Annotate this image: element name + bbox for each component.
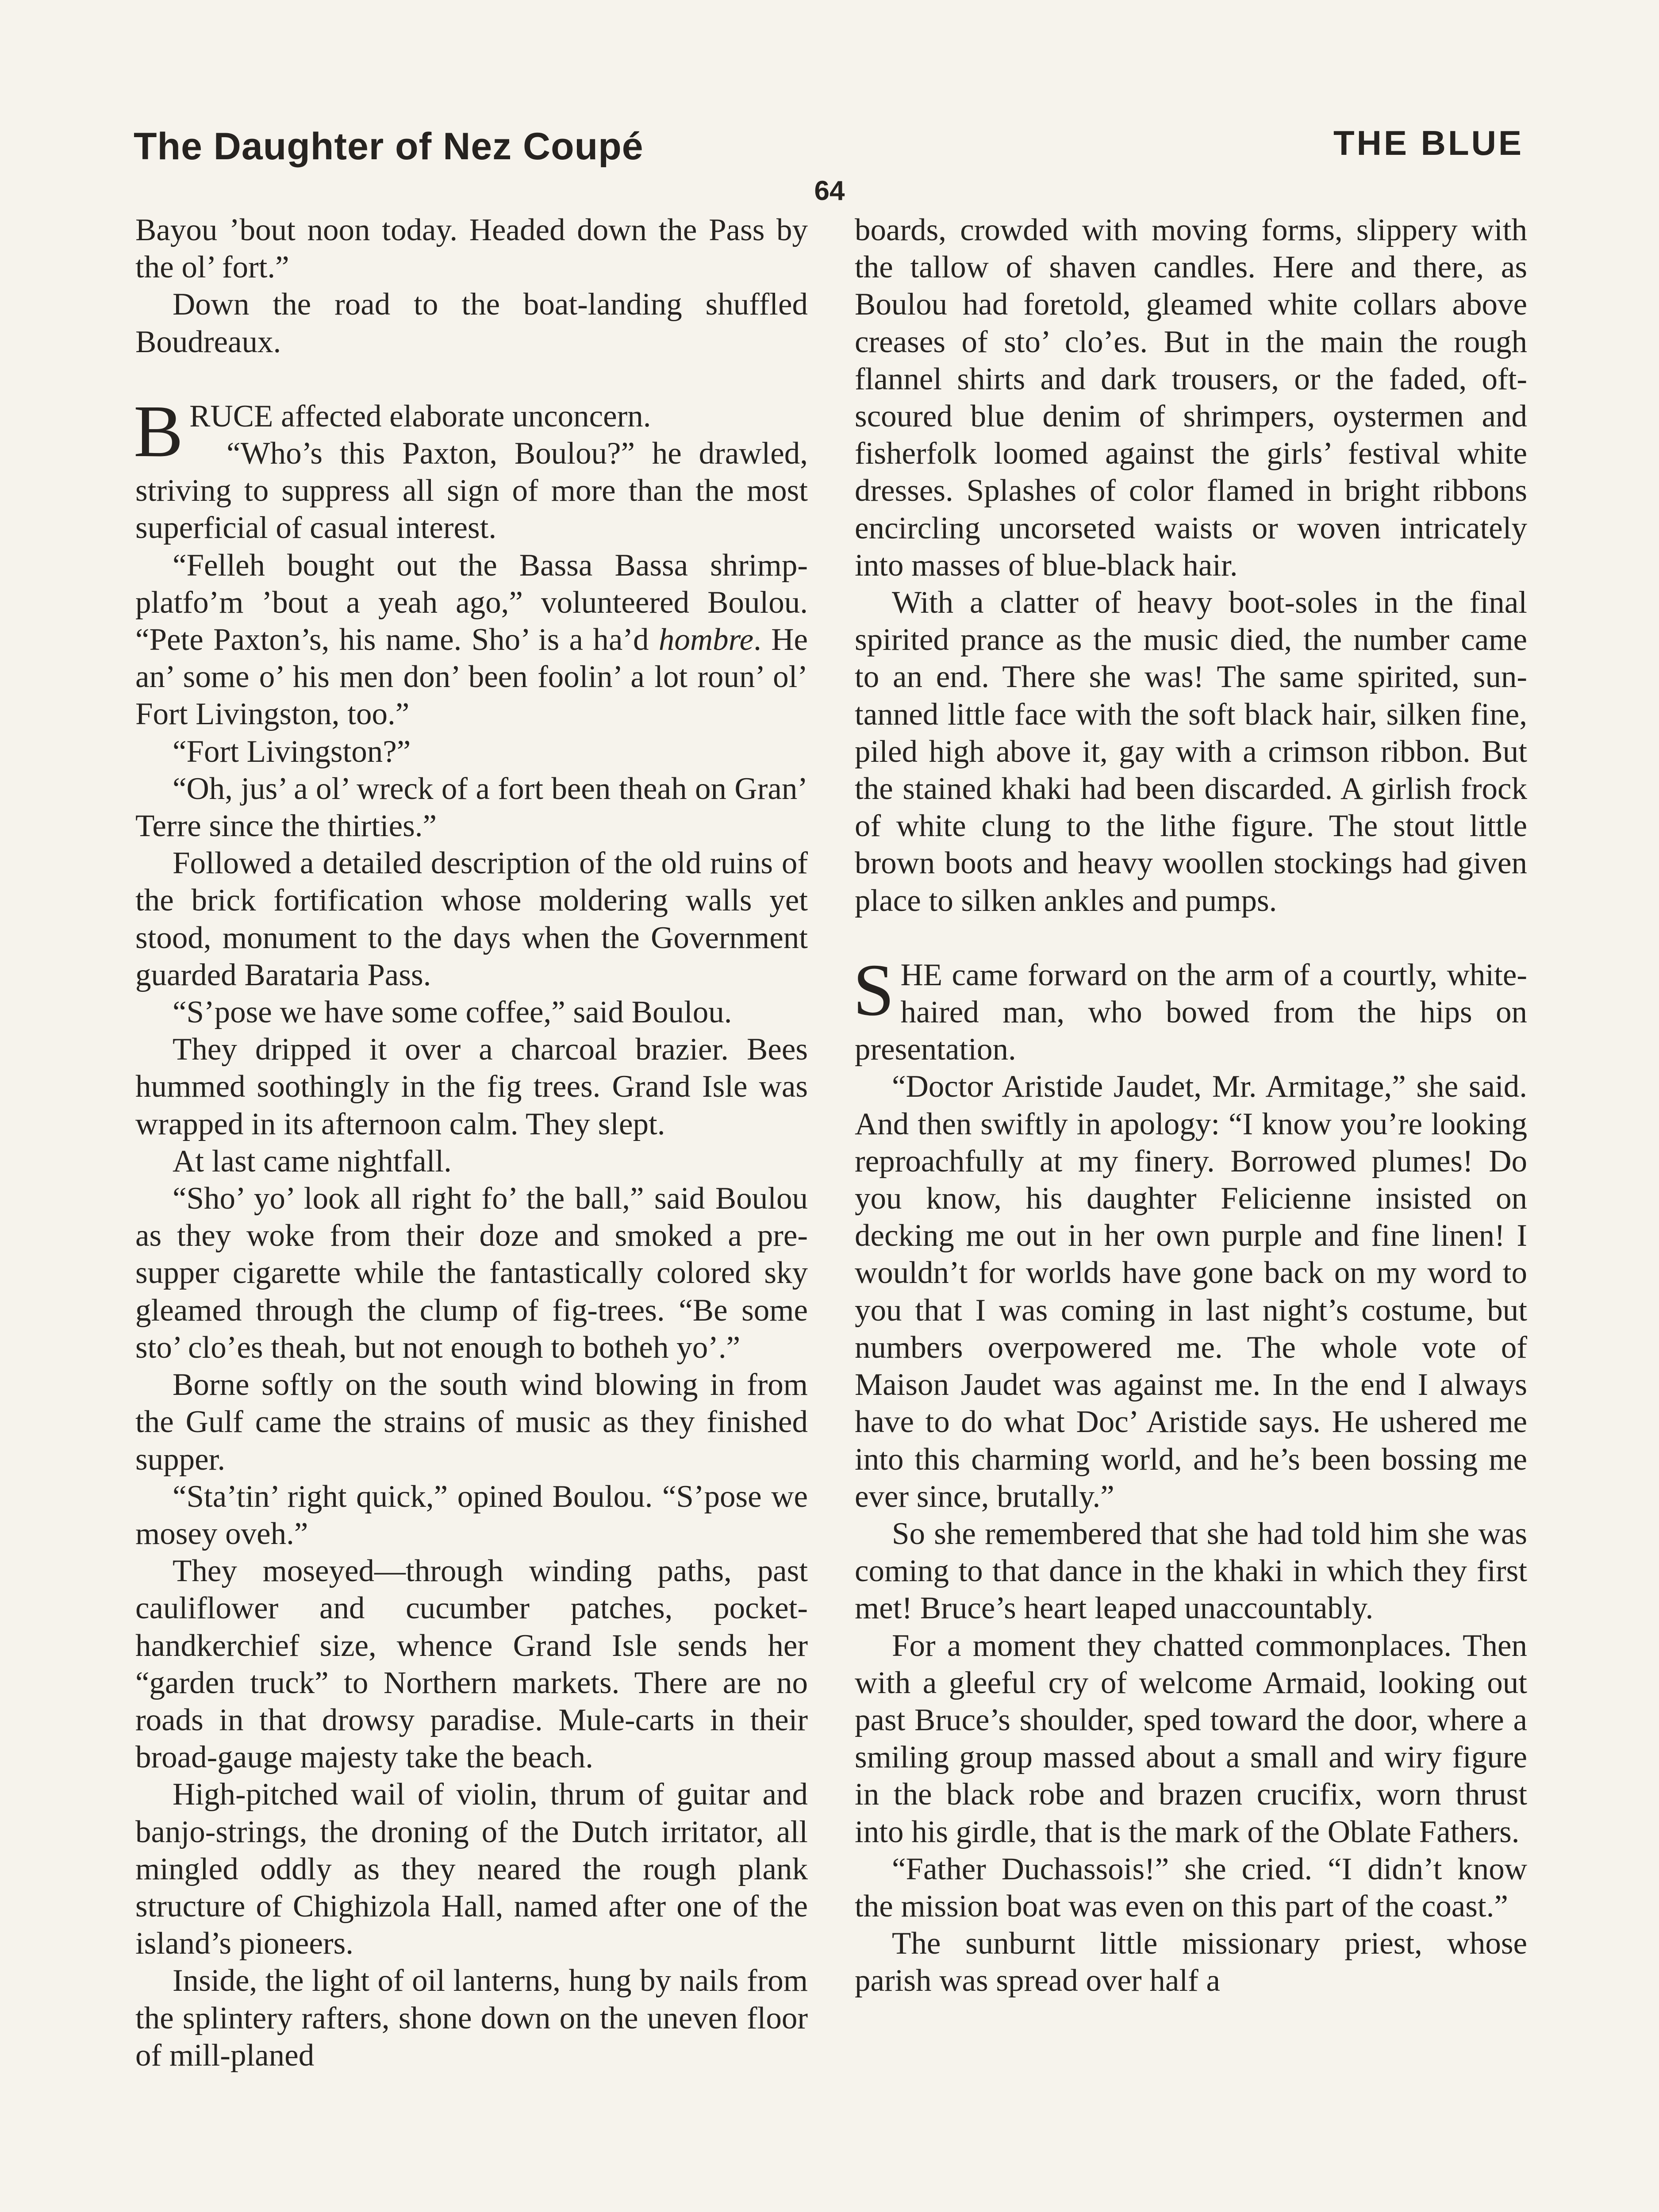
paragraph: The sunburnt little missionary priest, whose parish was spread over half a — [855, 1926, 1527, 1998]
paragraph: So she remembered that she had told him she was coming to that dance in the khaki in which they first met! Bruce’s heart leaped unaccountably. — [855, 1516, 1527, 1626]
paragraph: “Oh, jus’ a ol’ wreck of a fort been theah on Gran’ Terre since the thirties.” — [135, 771, 808, 844]
paragraph: “Father Duchassois!” she cried. “I didn’t know the mission boat was even on this part of the coast.” — [855, 1851, 1527, 1924]
drop-cap: S — [853, 949, 895, 1031]
paragraph: They dripped it over a charcoal brazier. Bees hummed soothingly in the fig trees. Grand Isle was wrapped in its afternoon calm. They slept. — [135, 1032, 808, 1141]
paragraph-text: . He an’ some o’ his men don’ been foolin’ a lot roun’ ol’ Fort Livingston, too.” — [135, 622, 808, 732]
left-column — [135, 211, 808, 2074]
paragraph: boards, crowded with moving forms, slippery with the tallow of shaven candles. Here and there, as Boulou had foretold, gleamed white collars above creases of sto’ clo’es. But in the main the rough flannel shirts and dark trousers, or the faded, oft-scoured blue denim of shrimpers, oystermen and fisherfolk loomed against the girls’ festival white dresses. Splashes of color flamed in bright ribbons encircling uncorseted waists or woven intricately into masses of blue-black hair. — [855, 213, 1527, 583]
paragraph: They moseyed—through winding paths, past cauliflower and cucumber patches, pocket-handkerchief size, whence Grand Isle sends her “garden truck” to Northern markets. There are no roads in that drowsy paradise. Mule-carts in their broad-gauge majesty take the beach. — [135, 1554, 808, 1775]
paragraph: For a moment they chatted commonplaces. Then with a gleeful cry of welcome Armaid, looking out past Bruce’s shoulder, sped toward the door, where a smiling group massed about a small and wiry figure in the black robe and brazen crucifix, worn thrust into his girdle, that is the mark of the Oblate Fathers. — [855, 1628, 1527, 1849]
paragraph: Down the road to the boat-landing shuffled Boudreaux. — [135, 287, 808, 359]
section-paragraph — [853, 949, 1527, 1068]
paragraph: At last came nightfall. — [173, 1144, 452, 1179]
paragraph: “Who’s this Paxton, Boulou?” he drawled, striving to suppress all sign of more than the most superficial of casual interest. — [135, 436, 808, 545]
paragraph: With a clatter of heavy boot-soles in the final spirited prance as the music died, the number came to an end. There she was! The same spirited, sun-tanned little face with the soft black hair, silken fine, piled high above it, gay with a crimson ribbon. But the stained khaki had been discarded. A girlish frock of white clung to the lithe figure. The stout little brown boots and heavy woollen stockings had given place to silken ankles and pumps. — [855, 585, 1527, 918]
paragraph-text: RUCE affected elaborate unconcern. — [189, 399, 651, 434]
running-title: The Daughter of Nez Coupé — [134, 125, 644, 168]
magazine-name: THE BLUE — [1333, 123, 1524, 162]
paragraph — [135, 547, 808, 733]
paragraph: High-pitched wail of violin, thrum of guitar and banjo-strings, the droning of the Dutch irritator, all mingled oddly as they neared the rough plank structure of Chighizola Hall, named after one of the island’s pioneers. — [135, 1777, 808, 1961]
paragraph: Bayou ’bout noon today. Headed down the Pass by the ol’ fort.” — [135, 213, 808, 285]
right-column — [855, 211, 1527, 2000]
paragraph: Inside, the light of oil lanterns, hung by nails from the splintery rafters, shone down on the uneven floor of mill-planed — [135, 1963, 808, 2073]
paragraph-text: HE came forward on the arm of a courtly, white-haired man, who bowed from the hips on presentation. — [855, 957, 1527, 1067]
italic-word: hombre — [658, 622, 754, 657]
paragraph: “S’pose we have some coffee,” said Boulou. — [173, 995, 732, 1030]
paragraph: Borne softly on the south wind blowing in from the Gulf came the strains of music as they finished supper. — [135, 1367, 808, 1477]
paragraph-text: “Felleh bought out the Bassa Bassa shrimp-platfo’m ’bout a yeah ago,” volunteered Boulou. “Pete Paxton’s, his name. Sho’ is a ha’d — [135, 548, 808, 657]
paragraph: “Fort Livingston?” — [173, 734, 411, 769]
paragraph: Followed a detailed description of the old ruins of the brick fortification whose moldering walls yet stood, monument to the days when the Government guarded Barataria Pass. — [135, 846, 808, 992]
paragraph: “Doctor Aristide Jaudet, Mr. Armitage,” she said. And then swiftly in apology: “I know you’re looking reproachfully at my finery. Borrowed plumes! Do you know, his daughter Felicienne insisted on decking me out in her own purple and fine linen! I wouldn’t for worlds have gone back on my word to you that I was coming in last night’s costume, but numbers overpowered me. The whole vote of Maison Jaudet was against me. In the end I always have to do what Doc’ Aristide says. He ushered me into this charming world, and he’s been bossing me ever since, brutally.” — [855, 1069, 1527, 1514]
page-number: 64 — [814, 176, 845, 206]
drop-cap: B — [134, 390, 184, 472]
paragraph: “Sta’tin’ right quick,” opined Boulou. “S’pose we mosey oveh.” — [135, 1479, 808, 1551]
paragraph: “Sho’ yo’ look all right fo’ the ball,” said Boulou as they woke from their doze and smoked a pre-supper cigarette while the fantastically colored sky gleamed through the clump of fig-trees. “Be some sto’ clo’es theah, but not enough to botheh yo’.” — [135, 1181, 808, 1365]
section-paragraph — [134, 390, 808, 472]
